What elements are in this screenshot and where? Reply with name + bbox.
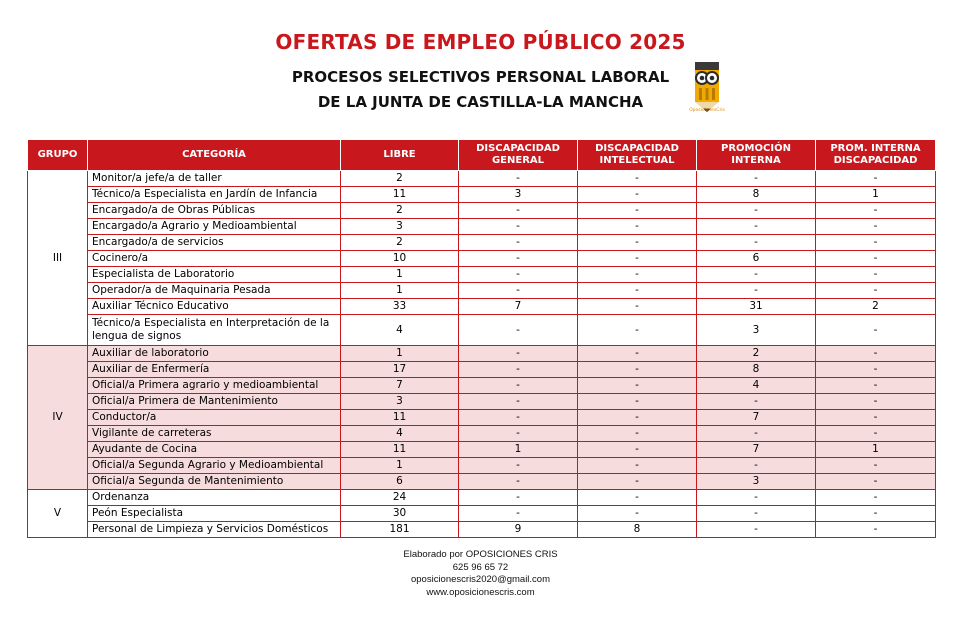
header-row [28, 140, 936, 171]
category-cell: Auxiliar de Enfermería [88, 362, 341, 378]
category-cell: Oficial/a Segunda Agrario y Medioambiental [88, 458, 341, 474]
header-libre: LIBRE [341, 140, 459, 171]
promocion-cell: - [697, 426, 816, 442]
category-cell: Monitor/a jefe/a de taller [88, 171, 341, 187]
table-row [28, 251, 936, 267]
header-text: PROM. INTERNA [830, 143, 921, 154]
promocion-cell: 7 [697, 410, 816, 426]
prom-disc-cell: - [816, 474, 936, 490]
disc-intelectual-cell: - [578, 378, 697, 394]
prom-disc-cell: - [816, 490, 936, 506]
prom-disc-cell: 1 [816, 187, 936, 203]
disc-intelectual-cell: - [578, 203, 697, 219]
prom-disc-cell: 1 [816, 442, 936, 458]
table-row [28, 458, 936, 474]
category-cell: Operador/a de Maquinaria Pesada [88, 283, 341, 299]
category-cell: Ordenanza [88, 490, 341, 506]
disc-intelectual-cell: - [578, 315, 697, 346]
disc-intelectual-cell: - [578, 346, 697, 362]
prom-disc-cell: - [816, 203, 936, 219]
promocion-cell: - [697, 235, 816, 251]
category-cell: Oficial/a Segunda de Mantenimiento [88, 474, 341, 490]
disc-general-cell: - [459, 283, 578, 299]
libre-cell: 1 [341, 267, 459, 283]
libre-cell: 33 [341, 299, 459, 315]
promocion-cell: 3 [697, 315, 816, 346]
table-row [28, 283, 936, 299]
disc-intelectual-cell: - [578, 219, 697, 235]
table-row [28, 219, 936, 235]
prom-disc-cell: 2 [816, 299, 936, 315]
disc-general-cell: - [459, 219, 578, 235]
disc-general-cell: - [459, 235, 578, 251]
prom-disc-cell: - [816, 458, 936, 474]
promocion-cell: 8 [697, 187, 816, 203]
libre-cell: 2 [341, 171, 459, 187]
prom-disc-cell: - [816, 378, 936, 394]
table-row [28, 506, 936, 522]
disc-general-cell: - [459, 426, 578, 442]
header-prom-interna-discapacidad [816, 140, 936, 171]
prom-disc-cell: - [816, 219, 936, 235]
disc-intelectual-cell: - [578, 299, 697, 315]
footer-credit: Elaborado por OPOSICIONES CRIS [403, 549, 558, 560]
prom-disc-cell: - [816, 235, 936, 251]
prom-disc-cell: - [816, 315, 936, 346]
table-row [28, 299, 936, 315]
disc-general-cell: - [459, 490, 578, 506]
table-row [28, 378, 936, 394]
disc-intelectual-cell: - [578, 171, 697, 187]
libre-cell: 11 [341, 187, 459, 203]
promocion-cell: 31 [697, 299, 816, 315]
promocion-cell: - [697, 458, 816, 474]
prom-disc-cell: - [816, 394, 936, 410]
prom-disc-cell: - [816, 426, 936, 442]
disc-general-cell: - [459, 267, 578, 283]
disc-intelectual-cell: - [578, 458, 697, 474]
footer-phone: 625 96 65 72 [452, 561, 509, 573]
promocion-cell: - [697, 203, 816, 219]
libre-cell: 1 [341, 346, 459, 362]
disc-intelectual-cell: - [578, 235, 697, 251]
disc-general-cell: 9 [459, 522, 578, 538]
libre-cell: 1 [341, 458, 459, 474]
header-discapacidad-general [459, 140, 578, 171]
prom-disc-cell: - [816, 346, 936, 362]
subtitle-line-2: DE LA JUNTA DE CASTILLA-LA MANCHA [317, 93, 644, 111]
logo-text: OposicionesCris [689, 108, 725, 113]
promocion-cell: 8 [697, 362, 816, 378]
category-cell: Encargado/a de Obras Públicas [88, 203, 341, 219]
page-title: OFERTAS DE EMPLEO PÚBLICO 2025 [275, 30, 686, 54]
table-row [28, 474, 936, 490]
libre-cell: 11 [341, 410, 459, 426]
header-text: INTERNA [731, 155, 781, 166]
libre-cell: 181 [341, 522, 459, 538]
libre-cell: 4 [341, 315, 459, 346]
header-text: PROMOCIÓN [721, 143, 791, 154]
promocion-cell: - [697, 522, 816, 538]
disc-general-cell: 7 [459, 299, 578, 315]
promocion-cell: - [697, 394, 816, 410]
category-cell: Cocinero/a [88, 251, 341, 267]
footer [0, 549, 961, 599]
category-cell: Técnico/a Especialista en Jardín de Infancia [88, 187, 341, 203]
offers-table [27, 139, 936, 538]
promocion-cell: - [697, 506, 816, 522]
libre-cell: 30 [341, 506, 459, 522]
disc-general-cell: 3 [459, 187, 578, 203]
group-cell: IV [28, 346, 88, 490]
header-promocion-interna [697, 140, 816, 171]
prom-disc-cell: - [816, 283, 936, 299]
header-categoria: CATEGORÍA [88, 140, 341, 171]
promocion-cell: 6 [697, 251, 816, 267]
table-row [28, 362, 936, 378]
table-row [28, 442, 936, 458]
category-cell: Oficial/a Primera agrario y medioambiental [88, 378, 341, 394]
prom-disc-cell: - [816, 410, 936, 426]
table-row [28, 267, 936, 283]
libre-cell: 6 [341, 474, 459, 490]
disc-general-cell: - [459, 394, 578, 410]
prom-disc-cell: - [816, 267, 936, 283]
category-cell: Vigilante de carreteras [88, 426, 341, 442]
promocion-cell: 4 [697, 378, 816, 394]
category-cell: Técnico/a Especialista en Interpretación de la lengua de signos [88, 315, 341, 346]
disc-general-cell: - [459, 251, 578, 267]
header-text: DISCAPACIDAD [595, 143, 679, 154]
libre-cell: 7 [341, 378, 459, 394]
header-discapacidad-intelectual [578, 140, 697, 171]
promocion-cell: 3 [697, 474, 816, 490]
libre-cell: 17 [341, 362, 459, 378]
promocion-cell: 2 [697, 346, 816, 362]
disc-intelectual-cell: - [578, 362, 697, 378]
table-row [28, 426, 936, 442]
table-row [28, 490, 936, 506]
category-cell: Personal de Limpieza y Servicios Domésticos [88, 522, 341, 538]
category-cell: Ayudante de Cocina [88, 442, 341, 458]
disc-intelectual-cell: - [578, 267, 697, 283]
table-row [28, 187, 936, 203]
category-cell: Peón Especialista [88, 506, 341, 522]
promocion-cell: - [697, 171, 816, 187]
header-text: DISCAPACIDAD [833, 155, 918, 166]
category-cell: Conductor/a [88, 410, 341, 426]
promocion-cell: - [697, 490, 816, 506]
header-text: GENERAL [491, 155, 545, 166]
prom-disc-cell: - [816, 251, 936, 267]
disc-general-cell: - [459, 171, 578, 187]
category-cell: Encargado/a de servicios [88, 235, 341, 251]
table-row [28, 410, 936, 426]
group-cell: V [28, 490, 88, 538]
prom-disc-cell: - [816, 362, 936, 378]
prom-disc-cell: - [816, 522, 936, 538]
disc-general-cell: - [459, 315, 578, 346]
category-cell: Auxiliar de laboratorio [88, 346, 341, 362]
libre-cell: 2 [341, 235, 459, 251]
libre-cell: 4 [341, 426, 459, 442]
category-cell: Especialista de Laboratorio [88, 267, 341, 283]
libre-cell: 1 [341, 283, 459, 299]
disc-general-cell: - [459, 203, 578, 219]
libre-cell: 2 [341, 203, 459, 219]
footer-website: www.oposicionescris.com [426, 586, 535, 598]
table-row [28, 394, 936, 410]
header-text: INTELECTUAL [599, 155, 675, 166]
group-cell: III [28, 171, 88, 346]
disc-general-cell: - [459, 378, 578, 394]
category-cell: Auxiliar Técnico Educativo [88, 299, 341, 315]
table-row [28, 235, 936, 251]
promocion-cell: 7 [697, 442, 816, 458]
disc-general-cell: - [459, 346, 578, 362]
table-row [28, 203, 936, 219]
libre-cell: 3 [341, 394, 459, 410]
libre-cell: 10 [341, 251, 459, 267]
disc-intelectual-cell: - [578, 187, 697, 203]
disc-general-cell: - [459, 506, 578, 522]
disc-general-cell: - [459, 458, 578, 474]
disc-intelectual-cell: - [578, 442, 697, 458]
disc-intelectual-cell: - [578, 394, 697, 410]
disc-intelectual-cell: - [578, 251, 697, 267]
promocion-cell: - [697, 267, 816, 283]
disc-intelectual-cell: - [578, 490, 697, 506]
table-row [28, 522, 936, 538]
disc-general-cell: - [459, 362, 578, 378]
header-grupo: GRUPO [28, 140, 88, 171]
table-row [28, 346, 936, 362]
table-row [28, 171, 936, 187]
disc-general-cell: - [459, 410, 578, 426]
promocion-cell: - [697, 283, 816, 299]
libre-cell: 24 [341, 490, 459, 506]
libre-cell: 11 [341, 442, 459, 458]
disc-intelectual-cell: - [578, 283, 697, 299]
disc-intelectual-cell: 8 [578, 522, 697, 538]
category-cell: Encargado/a Agrario y Medioambiental [88, 219, 341, 235]
libre-cell: 3 [341, 219, 459, 235]
category-cell: Oficial/a Primera de Mantenimiento [88, 394, 341, 410]
disc-intelectual-cell: - [578, 410, 697, 426]
disc-intelectual-cell: - [578, 474, 697, 490]
disc-general-cell: - [459, 474, 578, 490]
subtitle-line-1: PROCESOS SELECTIVOS PERSONAL LABORAL [291, 68, 670, 86]
disc-intelectual-cell: - [578, 426, 697, 442]
promocion-cell: - [697, 219, 816, 235]
table-row [28, 315, 936, 346]
disc-intelectual-cell: - [578, 506, 697, 522]
disc-general-cell: 1 [459, 442, 578, 458]
prom-disc-cell: - [816, 506, 936, 522]
header-text: DISCAPACIDAD [476, 143, 560, 154]
footer-email: oposicionescris2020@gmail.com [410, 574, 550, 585]
prom-disc-cell: - [816, 171, 936, 187]
